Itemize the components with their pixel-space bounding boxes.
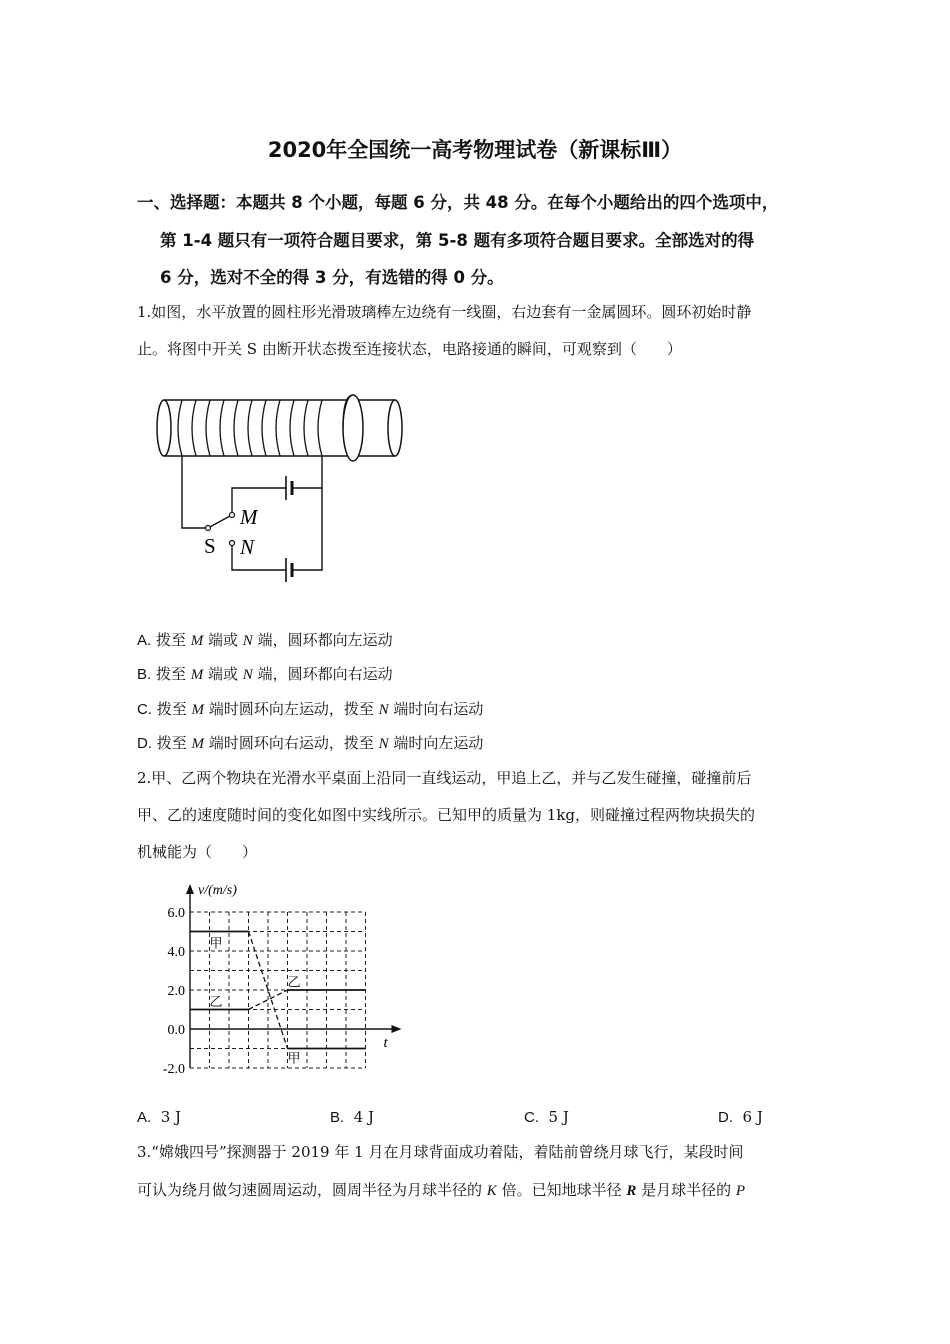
option-text: 6 J — [742, 1108, 763, 1126]
q2-text-line-2: 甲、乙的速度随时间的变化如图中实线所示。已知甲的质量为 1kg，则碰撞过程两物块损失的 — [137, 806, 756, 824]
var-m: M — [191, 702, 205, 718]
q1-option-a[interactable] — [137, 629, 393, 650]
metal-ring — [343, 395, 363, 461]
option-text: 4 J — [353, 1108, 375, 1126]
option-letter: B. — [137, 666, 152, 683]
section-heading-line-2: 第 1-4 题只有一项符合题目要求，第 5-8 题有多项符合题目要求。全部选对的得 — [160, 231, 755, 250]
q3-text: 可认为绕月做匀速圆周运动，圆周半径为月球半径的 — [137, 1181, 487, 1199]
var-n: N — [378, 702, 389, 718]
x-axis-label: t — [383, 1035, 388, 1051]
battery-icon — [286, 476, 292, 582]
option-text: 端时向右运动 — [388, 700, 484, 718]
y-axis-arrow — [186, 884, 194, 894]
section-heading-line-1: 一、选择题：本题共 8 个小题，每题 6 分，共 48 分。在每个小题给出的四个选项中， — [137, 193, 779, 212]
option-text: 端时圆环向左运动，拨至 — [204, 700, 379, 718]
option-letter: C. — [524, 1109, 539, 1126]
option-text: 端或 — [203, 631, 243, 649]
var-m: M — [191, 736, 205, 752]
var-n: N — [242, 667, 253, 683]
option-text: 端，圆环都向右运动 — [252, 665, 393, 683]
option-letter: A. — [137, 1109, 152, 1126]
q1-text-line-1: 1.如图，水平放置的圆柱形光滑玻璃棒左边绕有一线圈，右边套有一金属圆环。圆环初始时静 — [137, 303, 752, 321]
series-label: 乙 — [209, 993, 223, 1009]
option-letter: B. — [330, 1109, 345, 1126]
option-text: 拨至 — [152, 734, 192, 752]
q2-option-b[interactable] — [330, 1108, 374, 1126]
section-heading-line-3: 6 分，选对不全的得 3 分，有选错的得 0 分。 — [160, 268, 504, 287]
var-m: M — [190, 667, 204, 683]
var-k: K — [486, 1183, 497, 1199]
option-text: 5 J — [548, 1108, 569, 1126]
q3-text: 是月球半径的 — [636, 1181, 736, 1199]
var-n: N — [378, 736, 389, 752]
option-text: 拨至 — [151, 631, 191, 649]
option-letter: A. — [137, 632, 152, 649]
option-text: 端时向左运动 — [388, 734, 484, 752]
series-label: 甲 — [287, 1050, 301, 1066]
var-p: P — [735, 1183, 746, 1199]
option-letter: C. — [137, 701, 152, 718]
q2-option-d[interactable] — [718, 1108, 763, 1126]
label-n: N — [240, 535, 255, 559]
q1-option-c[interactable] — [137, 698, 483, 719]
option-text: 端，圆环都向左运动 — [252, 631, 393, 649]
contact-m — [230, 513, 235, 518]
q1-text-line-2: 止。将图中开关 S 由断开状态拨至连接状态，电路接通的瞬间，可观察到（ ） — [137, 340, 682, 358]
y-tick-label: 6.0 — [167, 906, 185, 921]
label-m: M — [240, 505, 258, 529]
y-tick-label: 2.0 — [167, 984, 185, 999]
option-text: 端或 — [203, 665, 243, 683]
q3-text-line-1: 3.“嫦娥四号”探测器于 2019 年 1 月在月球背面成功着陆，着陆前曾绕月球飞行，某段时间 — [137, 1143, 744, 1161]
option-text: 拨至 — [152, 700, 192, 718]
option-text: 端时圆环向右运动，拨至 — [204, 734, 379, 752]
option-text: 拨至 — [151, 665, 191, 683]
y-tick-label: 4.0 — [167, 945, 185, 960]
q1-option-d[interactable] — [137, 732, 483, 753]
series-label: 乙 — [287, 974, 301, 990]
label-s: S — [204, 534, 216, 558]
y-axis-label: v/(m/s) — [198, 883, 237, 898]
q3-text: 倍。已知地球半径 — [496, 1181, 627, 1199]
switch-pivot — [206, 526, 211, 531]
option-letter: D. — [137, 735, 152, 752]
option-letter: D. — [718, 1109, 733, 1126]
var-n: N — [242, 633, 253, 649]
var-m: M — [190, 633, 204, 649]
q3-text-line-2 — [137, 1179, 745, 1200]
q2-option-c[interactable] — [524, 1108, 569, 1126]
contact-n — [230, 541, 235, 546]
option-text: 3 J — [160, 1108, 182, 1126]
q1-option-b[interactable] — [137, 663, 393, 684]
var-r: R — [626, 1183, 637, 1199]
y-tick-label: 0.0 — [167, 1023, 185, 1038]
page-title: 2020年全国统一高考物理试卷（新课标Ⅲ） — [267, 138, 683, 162]
q2-text-line-1: 2.甲、乙两个物块在光滑水平桌面上沿同一直线运动，甲追上乙，并与乙发生碰撞，碰撞前后 — [137, 769, 752, 787]
coil — [178, 400, 322, 456]
x-axis-arrow — [392, 1025, 402, 1033]
q1-circuit-figure — [150, 390, 420, 590]
q2-text-line-3: 机械能为（ ） — [137, 843, 258, 861]
y-tick-label: -2.0 — [162, 1062, 185, 1077]
series-label: 甲 — [209, 935, 223, 951]
q2-option-a[interactable] — [137, 1108, 181, 1126]
q2-vt-chart — [150, 876, 410, 1081]
